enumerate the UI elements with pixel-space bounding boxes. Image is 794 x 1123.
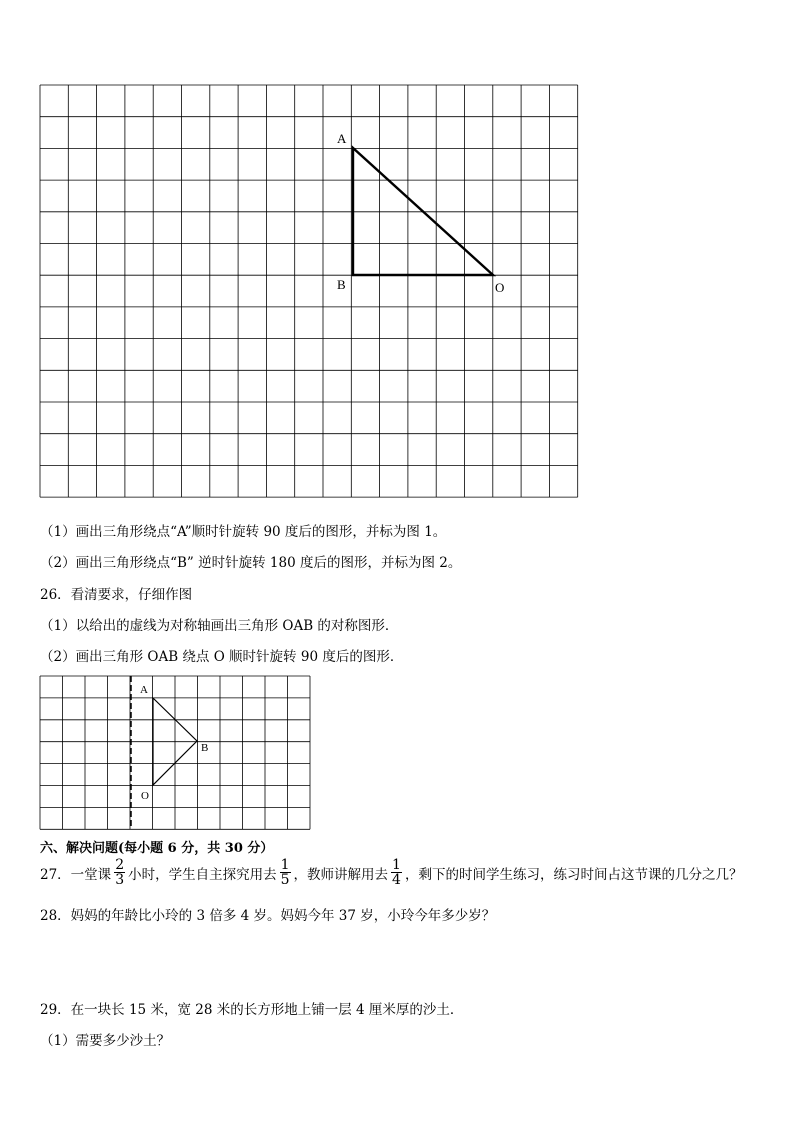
q25-sub1: （1）画出三角形绕点“A”顺时针旋转 90 度后的图形，并标为图 1。 <box>40 524 447 540</box>
fraction-denominator: 5 <box>280 872 290 888</box>
fraction-1-4 <box>391 858 402 887</box>
fraction-1-5 <box>280 858 291 887</box>
point-label-o: O <box>495 280 505 295</box>
q28: 28．妈妈的年龄比小玲的 3 倍多 4 岁。妈妈今年 37 岁，小玲今年多少岁？ <box>40 908 496 924</box>
q26-title: 26．看清要求，仔细作图 <box>40 587 193 603</box>
fraction-numerator: 2 <box>115 857 125 873</box>
q27-part-1: 27．一堂课 <box>40 866 112 883</box>
fraction-numerator: 1 <box>280 857 290 873</box>
point-label-a: A <box>140 684 148 696</box>
q27-part-2: 小时，学生自主探究用去 <box>128 866 277 883</box>
q27 <box>40 858 742 887</box>
point-label-o: O <box>141 790 149 802</box>
q25-sub2: （2）画出三角形绕点“B” 逆时针旋转 180 度后的图形，并标为图 2。 <box>40 555 462 571</box>
q29: 29．在一块长 15 米，宽 28 米的长方形地上铺一层 4 厘米厚的沙土． <box>40 1002 464 1018</box>
fraction-2-3 <box>114 858 125 887</box>
point-label-a: A <box>337 131 347 146</box>
section-6-title: 六、解决问题(每小题 6 分，共 30 分） <box>40 841 274 856</box>
grid-2-lines <box>40 676 310 829</box>
q29-sub1: （1）需要多少沙土？ <box>40 1033 171 1049</box>
q26-sub2: （2）画出三角形 OAB 绕点 O 顺时针旋转 90 度后的图形． <box>40 649 404 665</box>
fraction-denominator: 3 <box>115 872 125 888</box>
q27-part-4: ，剩下的时间学生练习，练习时间占这节课的几分之几？ <box>404 866 743 883</box>
point-label-b: B <box>337 277 346 292</box>
q26-sub1: （1）以给出的虚线为对称轴画出三角形 OAB 的对称图形． <box>40 618 399 634</box>
fraction-denominator: 4 <box>392 872 401 888</box>
point-label-b: B <box>201 742 209 754</box>
fraction-numerator: 1 <box>392 857 401 873</box>
q27-part-3: ，教师讲解用去 <box>293 866 389 883</box>
